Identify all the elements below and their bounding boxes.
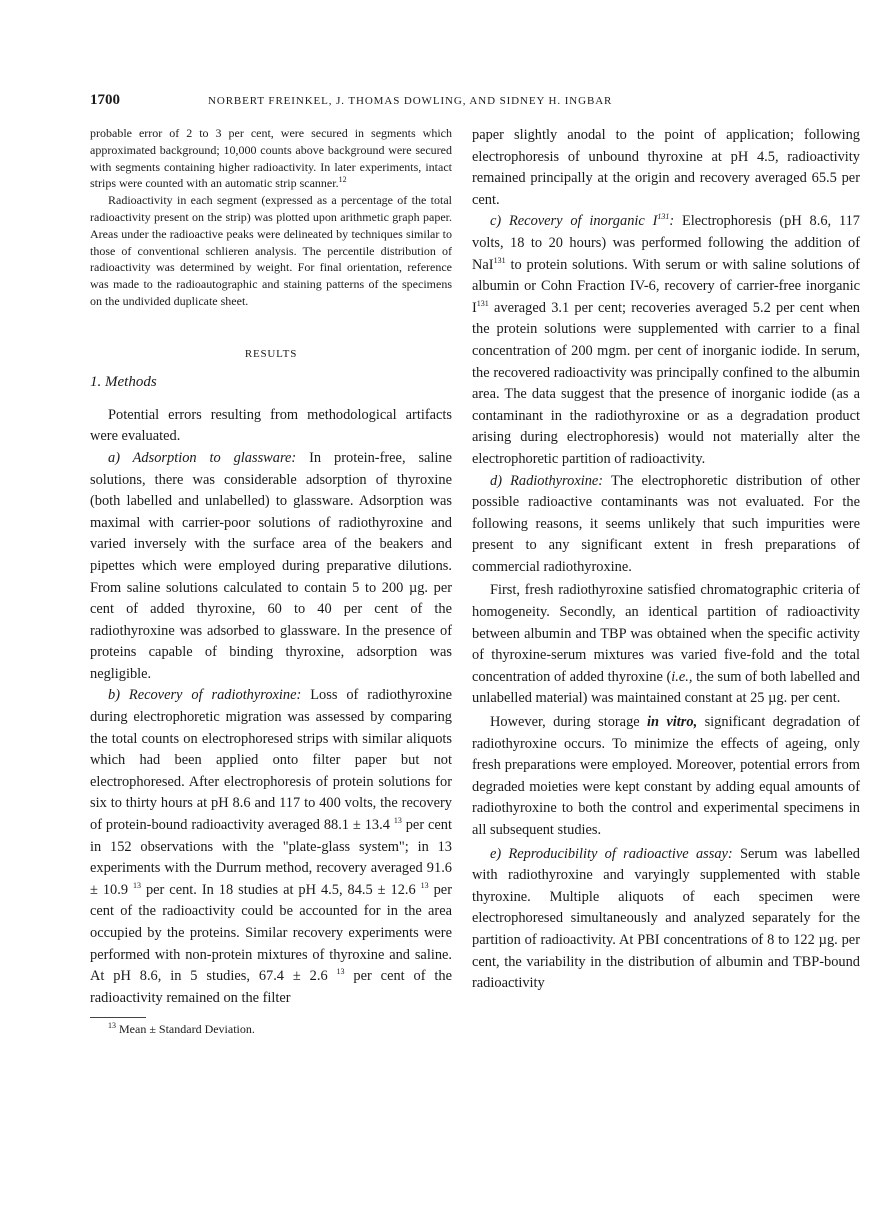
paragraph-adsorption-glassware: a) Adsorption to glassware: In protein-free, saline solutions, there was considerable adsorption of thyroxine (both labelled and unlabelled) to glassware. Adsorption was maximal with carrier-poor solutions of radiothyroxine and varied inversely with the surface area of the beakers and pipettes which were employed during preparative dilutions. From saline solutions calculated to contain 5 to 200 µg. per cent of added thyroxine, 60 to 40 per cent of the radiothyroxine was adsorbed to glassware. In the presence of proteins capable of binding thyroxine, adsorption was negligible.	[90, 449, 453, 682]
paragraph-recovery-radiothyroxine: b) Recovery of radiothyroxine: Loss of radiothyroxine during electrophoretic migration was assessed by comparing the total counts on electrophoresed strips with similar aliquots which had been applied onto filter paper but not electrophoresed. After electrophoresis of protein solutions for six to thirty hours at pH 8.6 and 117 to 400 volts, the recovery of protein-bound radioactivity averaged 88.1 ± 13.4 $^{13}$ per cent in 152 observations with the "plate-glass system"; in 13 experiments with the Durrum method, recovery averaged 91.6 ± 10.9 $^{13}$ per cent. In 18 studies at pH 4.5, 84.5 ± 12.6 $^{13}$ per cent of the radioactivity could be accounted for in the area occupied by the proteins. Similar recovery experiments were performed with non-protein mixtures of thyroxine and saline. At pH 8.6, in 5 studies, 67.4 ± 2.6 $^{13}$ per cent of the radioactivity remained on the filter	[90, 687, 452, 1006]
running-head: NORBERT FREINKEL, J. THOMAS DOWLING, AND SIDNEY H. INGBAR	[208, 95, 613, 107]
right-column	[472, 125, 860, 995]
paragraph-radiothyroxine: d) Radiothyroxine: The electrophoretic distribution of other possible radioactive contaminants was not evaluated. For the following reasons, it seems unlikely that such impurities were present to any significant extent in fresh preparations of commercial radiothyroxine.	[472, 472, 861, 575]
subsection-label-c: c) Recovery of inorganic $I^{131}$:	[490, 212, 675, 230]
page-header	[90, 92, 860, 112]
paragraph-reproducibility: e) Reproducibility of radioactive assay: Serum was labelled with radiothyroxine and varyingly supplemented with stable thyroxine. Multiple aliquots of each specimen were electrophoresed simultaneously and analyzed separately for the partition of radioactivity. At PBI concentrations of 8 to 122 µg. per cent, the variability in the distribution of albumin and TBP-bound radioactivity	[472, 845, 860, 992]
footnote-ref: 12	[338, 175, 347, 185]
subheading-methods: 1. Methods	[90, 373, 157, 390]
section-heading-results: RESULTS	[244, 347, 298, 360]
subsection-label-d: d) Radiothyroxine:	[490, 472, 604, 489]
subsection-label-a: a) Adsorption to glassware:	[108, 449, 297, 466]
footnote: $^{13}$ Mean ± Standard Deviation.	[108, 1021, 255, 1037]
paragraph-homogeneity: First, fresh radiothyroxine satisfied chromatographic criteria of homogeneity. Secondly, an identical partition of radioactivity between albumin and TBP was obtained when the specific activity of thyroxine-serum mixtures was varied five-fold and the total concentration of added thyroxine (i.e., the sum of both labelled and unlabelled material) was maintained constant at 25 µg. per cent.	[472, 582, 860, 707]
page-number: 1700	[90, 92, 120, 108]
paragraph-storage-degradation: However, during storage in vitro, significant degradation of radiothyroxine occurs. To minimize the effects of ageing, only fresh preparations were employed. Moreover, potential errors from degraded moieties were kept constant by adding equal amounts of radiothyroxine to both the control and experimental specimens in all subsequent studies.	[472, 714, 860, 838]
paragraph-recovery-inorganic-iodide: c) Recovery of inorganic $I^{131}$: Electrophoresis (pH 8.6, 117 volts, 18 to 20 hours) was performed following the addition of NaI$^{131}$ to protein solutions. With serum or with saline solutions of albumin or Cohn Fraction IV-6, recovery of carrier-free inorganic $I^{131}$ averaged 3.1 per cent; recoveries averaged 5.2 per cent when the protein solutions were supplemented with carrier to a final concentration of 200 mgm. per cent of inorganic iodide. In serum, the recovered radioactivity was principally confined to the albumin area. The data suggest that the presence of inorganic iodide (as a contaminant in the radiothyroxine or as a degradation product arising during electrophoresis) would not materially alter the electrophoretic partition of radioactivity.	[472, 212, 860, 467]
left-column	[90, 125, 452, 1037]
footnote-divider	[90, 1017, 146, 1018]
paragraph-potential-errors: Potential errors resulting from methodological artifacts were evaluated.	[90, 406, 452, 445]
subsection-label-b: b) Recovery of radiothyroxine:	[108, 687, 302, 704]
subsection-label-e: e) Reproducibility of radioactive assay:	[490, 845, 733, 862]
paragraph-counting-method: probable error of 2 to 3 per cent, were secured in segments which approximated background; 10,000 counts above background were secured with segments containing higher radioactivity. In later experiments, intact strips were counted with an automatic strip scanner.$^{12}$	[90, 126, 452, 191]
paragraph-radioactivity-plot: Radioactivity in each segment (expressed as a percentage of the total radioactivity present on the strip) was plotted upon arithmetic graph paper. Areas under the radioactive peaks were delineated by techniques similar to those of conventional schlieren analysis. The percentile distribution of radioactivity was determined by weight. For final orientation, reference was made to the radioautographic and staining patterns of the specimens on the undivided duplicate sheet.	[90, 193, 452, 308]
paragraph-continued: paper slightly anodal to the point of application; following electrophoresis of unbound thyroxine at pH 4.5, radioactivity remained principally at the origin and recovery averaged 65.5 per cent.	[472, 127, 860, 208]
